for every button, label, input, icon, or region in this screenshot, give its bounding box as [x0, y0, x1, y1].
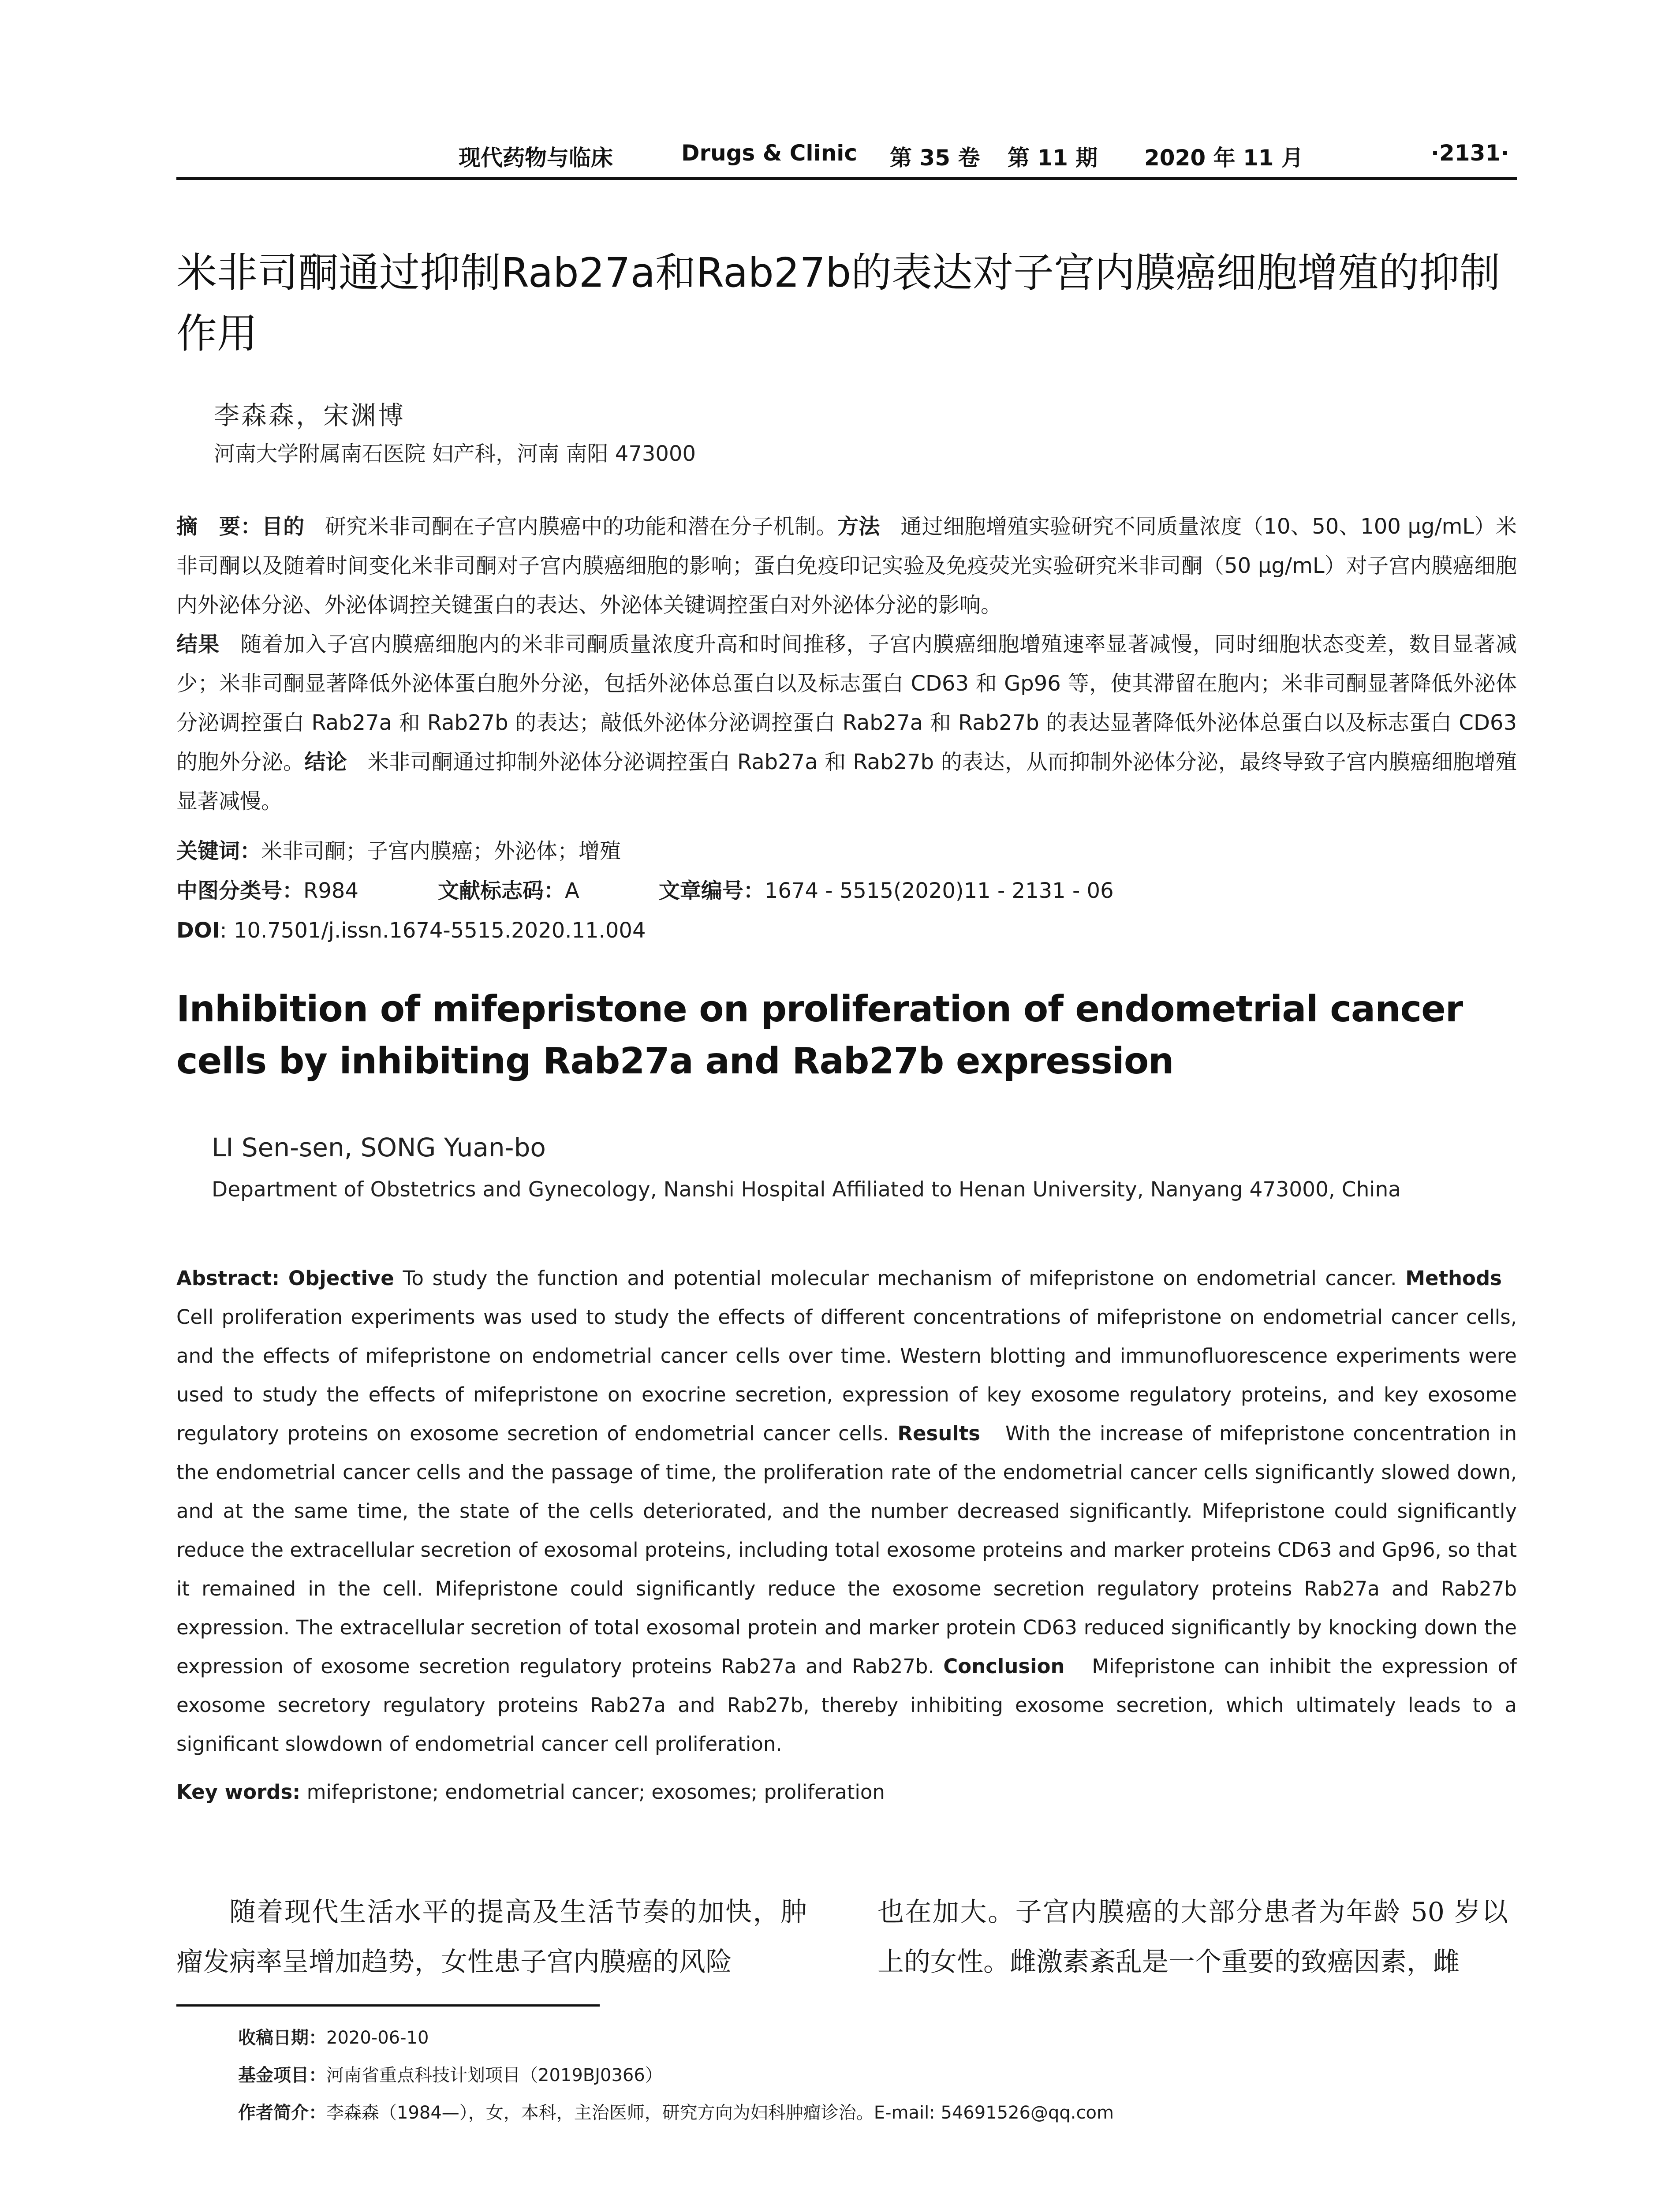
en-methods-label: Methods	[1405, 1267, 1502, 1290]
cn-doi	[176, 917, 646, 944]
cn-clc-label: 中图分类号：	[176, 878, 304, 903]
cn-methods-label: 方法	[837, 514, 880, 539]
header-journal-en: Drugs & Clinic	[681, 140, 858, 166]
en-keywords	[176, 1773, 1517, 1812]
en-objective: To study the function and potential molecular mechanism of mifepristone on endometrial cancer.	[403, 1267, 1397, 1290]
en-conclusion-label: Conclusion	[943, 1655, 1065, 1678]
cn-abstract-label: 摘 要：	[176, 514, 262, 539]
cn-objective-label: 目的	[261, 514, 305, 539]
cn-results: 随着加入子宫内膜癌细胞内的米非司酮质量浓度升高和时间推移，子宫内膜癌细胞增殖速率显著减慢，同时细胞状态变差，数目显著减少；米非司酮显著降低外泌体蛋白胞外分泌，包括外泌体总蛋白以及标志蛋白 CD63 和 Gp96 等，使其滞留在胞内；米非司酮显著降低外泌体分泌调控蛋白 Rab27a 和 Rab27b 的表达；敲低外泌体分泌调控蛋白 Rab27a 和 Rab27b 的表达显著降低外泌体总蛋白以及标志蛋白 CD63 的胞外分泌。	[176, 632, 1517, 774]
en-objective-label: Objective	[288, 1267, 394, 1290]
cn-article-no-label: 文章编号：	[658, 878, 765, 903]
body-column-left: 随着现代生活水平的提高及生活节奏的加快，肿瘤发病率呈增加趋势，女性患子宫内膜癌的风险	[176, 1897, 807, 1977]
cn-methods: 通过细胞增殖实验研究不同质量浓度（10、50、100 μg/mL）米非司酮以及随着时间变化米非司酮对子宫内膜癌细胞的影响；蛋白免疫印记实验及免疫荧光实验研究米非司酮（50 μg/mL）对子宫内膜癌细胞内外泌体分泌、外泌体调控关键蛋白的表达、外泌体关键调控蛋白对外泌体分泌的影响。	[176, 514, 1517, 617]
cn-doi-value: : 10.7501/j.issn.1674-5515.2020.11.004	[220, 918, 646, 943]
header-volume: 第 35 卷	[890, 145, 980, 171]
header-journal-cn: 现代药物与临床	[459, 145, 613, 171]
en-keywords-label: Key words:	[176, 1780, 301, 1804]
footnote-fund-value: 河南省重点科技计划项目（2019BJ0366）	[326, 2065, 663, 2085]
cn-objective: 研究米非司酮在子宫内膜癌中的功能和潜在分子机制。	[325, 514, 837, 539]
en-affiliation: Department of Obstetrics and Gynecology, Nanshi Hospital Affiliated to Henan University, Nanyang 473000, China	[212, 1177, 1401, 1202]
cn-conclusion: 米非司酮通过抑制外泌体分泌调控蛋白 Rab27a 和 Rab27b 的表达，从而抑制外泌体分泌，最终导致子宫内膜癌细胞增殖显著减慢。	[176, 750, 1517, 814]
en-methods: Cell proliferation experiments was used to study the effects of different concentrations of mifepristone on endometrial cancer cells, and the effects of mifepristone on endometrial cancer cells over time. Western blotting and immunofluorescence experiments were used to study the effects of mifepristone on exocrine secretion, expression of key exosome regulatory proteins, and key exosome regulatory proteins on exosome secretion of endometrial cancer cells.	[176, 1305, 1517, 1445]
footnote-author-bio	[238, 2101, 1114, 2124]
cn-doi-label: DOI	[176, 918, 220, 943]
en-results: With the increase of mifepristone concentration in the endometrial cancer cells and the passage of time, the proliferation rate of the endometrial cancer cells significantly slowed down, and at the same time, the state of the cells deteriorated, and the number decreased significantly. Mifepristone could significantly reduce the extracellular secretion of exosomal proteins, including total exosome proteins and marker proteins CD63 and Gp96, so that it remained in the cell. Mifepristone could significantly reduce the exosome secretion regulatory proteins Rab27a and Rab27b expression. The extracellular secretion of total exosomal protein and marker protein CD63 reduced significantly by knocking down the expression of exosome secretion regulatory proteins Rab27a and Rab27b.	[176, 1422, 1517, 1678]
footnote-bio-label: 作者简介：	[238, 2103, 326, 2123]
cn-abstract	[176, 507, 1517, 821]
footnote-bio-value: 李森森（1984—），女，本科，主治医师，研究方向为妇科肿瘤诊治。E-mail: 54691526@qq.com	[326, 2103, 1114, 2123]
cn-keywords	[176, 838, 621, 864]
header-rule	[176, 177, 1517, 180]
cn-doc-code: A	[565, 878, 579, 903]
en-conclusion: Mifepristone can inhibit the expression of exosome secretory regulatory proteins Rab27a and Rab27b, thereby inhibiting exosome secretion, which ultimately leads to a significant slowdown of endometrial cancer cell proliferation.	[176, 1655, 1517, 1756]
en-results-label: Results	[897, 1422, 981, 1445]
en-title: Inhibition of mifepristone on proliferation of endometrial cancer cells by inhibiting Rab27a and Rab27b expression	[176, 988, 1463, 1082]
footnote-received	[238, 2026, 429, 2049]
header-date: 2020 年 11 月	[1144, 145, 1303, 171]
en-abstract-label: Abstract:	[176, 1267, 280, 1290]
cn-affiliation: 河南大学附属南石医院 妇产科，河南 南阳 473000	[214, 441, 696, 466]
header-page-number: ·2131·	[1431, 140, 1509, 166]
body-column-right: 也在加大。子宫内膜癌的大部分患者为年龄 50 岁以上的女性。雌激素紊乱是一个重要的致癌因素，雌	[877, 1897, 1508, 1977]
cn-clc: R984	[303, 878, 358, 903]
cn-keywords-value: 米非司酮；子宫内膜癌；外泌体；增殖	[261, 839, 621, 863]
header-issue: 第 11 期	[1008, 145, 1098, 171]
cn-keywords-label: 关键词：	[176, 839, 261, 863]
cn-authors: 李森森，宋渊博	[214, 400, 406, 430]
footnote-fund	[238, 2064, 663, 2087]
footnote-fund-label: 基金项目：	[238, 2065, 326, 2085]
en-authors: LI Sen-sen, SONG Yuan-bo	[212, 1132, 546, 1162]
en-keywords-value: mifepristone; endometrial cancer; exosomes; proliferation	[306, 1780, 885, 1804]
footnote-rule	[176, 2004, 600, 2007]
en-abstract	[176, 1259, 1517, 1764]
cn-classification	[176, 878, 1114, 904]
cn-title: 米非司酮通过抑制Rab27a和Rab27b的表达对子宫内膜癌细胞增殖的抑制作用	[176, 249, 1501, 357]
cn-results-label: 结果	[176, 632, 220, 657]
footnote-received-label: 收稿日期：	[238, 2028, 326, 2048]
footnote-received-value: 2020-06-10	[326, 2028, 429, 2048]
cn-doc-code-label: 文献标志码：	[437, 878, 565, 903]
cn-conclusion-label: 结论	[304, 750, 347, 774]
cn-article-no: 1674 - 5515(2020)11 - 2131 - 06	[764, 878, 1114, 903]
